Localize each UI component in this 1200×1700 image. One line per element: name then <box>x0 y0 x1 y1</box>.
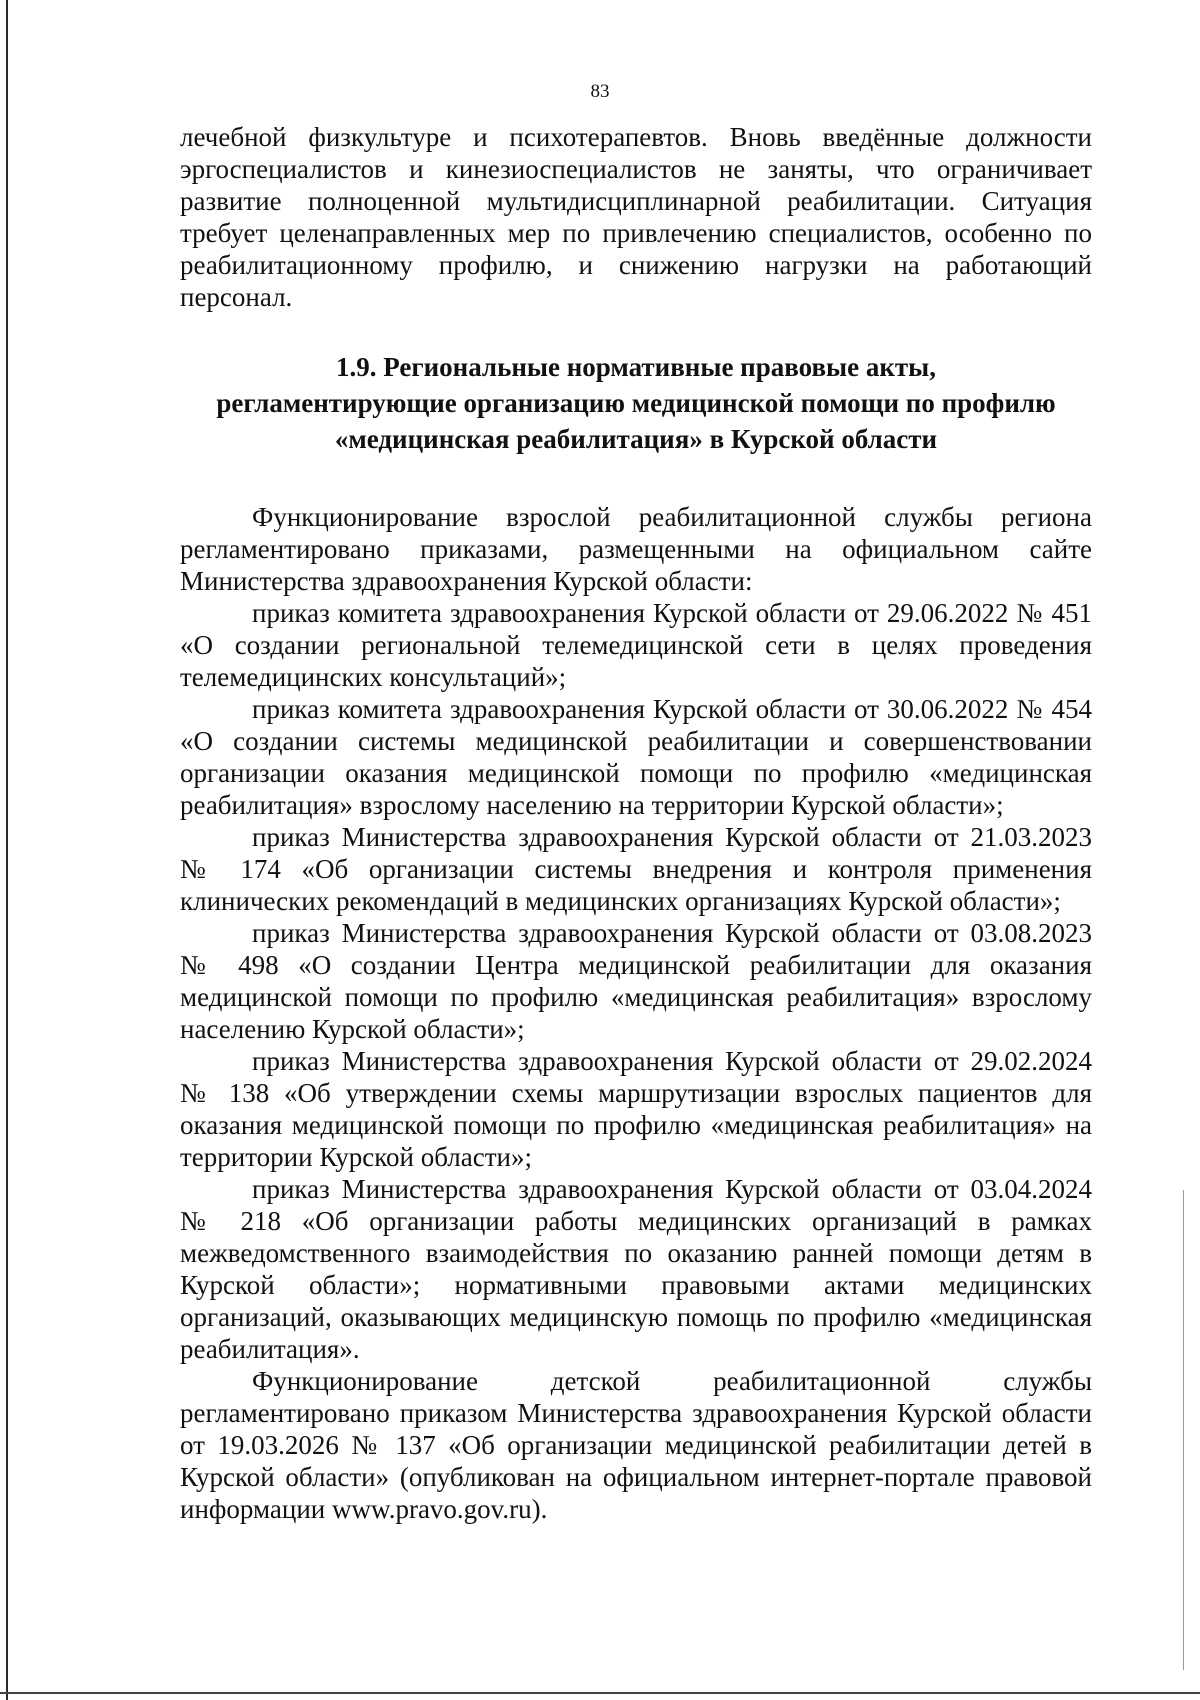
paragraph-children-service: Функционирование детской реабилитационной службы регламентировано приказом Министерства здравоохранения Курской области от 19.03.2026 № 137 «Об организации медицинской реабилитации детей в Курской области» (опубликован на официальном интернет-портале правовой информации www.pravo.gov.ru). <box>180 1366 1092 1524</box>
page-number: 83 <box>590 81 610 102</box>
order-item: приказ комитета здравоохранения Курской области от 29.06.2022 № 451 «О создании региональной телемедицинской сети в целях проведения телемедицинских консультаций»; <box>180 598 1092 692</box>
scan-border-bottom <box>0 1692 1200 1694</box>
paragraph-adult-service: Функционирование взрослой реабилитационной службы региона регламентировано приказами, размещенными на официальном сайте Министерства здравоохранения Курской области: <box>180 502 1092 596</box>
scan-border-left <box>6 0 8 1700</box>
intro-paragraph: лечебной физкультуре и психотерапевтов. Вновь введённые должности эргоспециалистов и кинезиоспециалистов не заняты, что ограничивает развитие полноценной мультидисциплинарной реабилитации. Ситуация требует целенаправленных мер по привлечению специалистов, особенно по реабилитационному профилю, и снижению нагрузки на работающий персонал. <box>180 122 1092 312</box>
section-heading <box>180 349 1092 457</box>
scan-border-right <box>1183 1190 1184 1670</box>
order-item: приказ Министерства здравоохранения Курской области от 03.08.2023 № 498 «О создании Центра медицинской реабилитации для оказания медицинской помощи по профилю «медицинская реабилитация» взрослому населению Курской области»; <box>180 918 1092 1044</box>
order-item: приказ Министерства здравоохранения Курской области от 29.02.2024 № 138 «Об утверждении схемы маршрутизации взрослых пациентов для оказания медицинской помощи по профилю «медицинская реабилитация» на территории Курской области»; <box>180 1046 1092 1172</box>
order-item: приказ Министерства здравоохранения Курской области от 03.04.2024 № 218 «Об организации работы медицинских организаций в рамках межведомственного взаимодействия по оказанию ранней помощи детям в Курской области»; нормативными правовыми актами медицинских организаций, оказывающих медицинскую помощь по профилю «медицинская реабилитация». <box>180 1174 1092 1364</box>
section-heading-line: 1.9. Региональные нормативные правовые акты, <box>335 352 937 382</box>
section-heading-line: «медицинская реабилитация» в Курской области <box>334 424 938 454</box>
order-item: приказ Министерства здравоохранения Курской области от 21.03.2023 № 174 «Об организации системы внедрения и контроля применения клинических рекомендаций в медицинских организациях Курской области»; <box>180 822 1092 916</box>
section-heading-line: регламентирующие организацию медицинской помощи по профилю <box>216 388 1056 418</box>
order-item: приказ комитета здравоохранения Курской области от 30.06.2022 № 454 «О создании системы медицинской реабилитации и совершенствовании организации оказания медицинской помощи по профилю «медицинская реабилитация» взрослому населению на территории Курской области»; <box>180 694 1092 820</box>
page-body <box>180 121 1092 1525</box>
